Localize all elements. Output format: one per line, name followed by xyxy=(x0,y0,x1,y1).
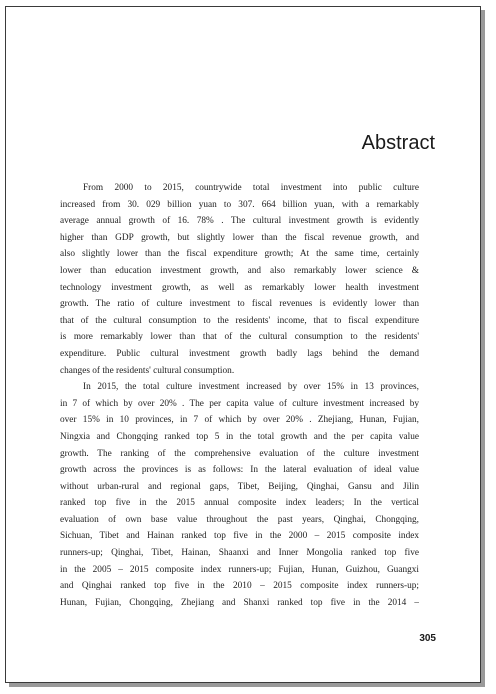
page-number: 305 xyxy=(419,633,436,644)
text-line: higher than GDP growth, but slightly lower than the fiscal revenue growth, and xyxy=(60,232,419,243)
text-line: In 2015, the total culture investment increased by over 15% in 13 provinces, xyxy=(83,382,419,393)
text-line: growth across the provinces is as follows: In the lateral evaluation of ideal value xyxy=(60,465,419,476)
text-line: is more remarkably lower than that of the cultural consumption to the residents' xyxy=(60,332,419,343)
text-line: ranked top five in the 2015 annual composite index leaders; In the vertical xyxy=(60,498,419,509)
text-line: growth. The ratio of culture investment to fiscal revenues is evidently lower than xyxy=(60,299,419,310)
text-line: in 7 of which by over 20% . The per capita value of culture investment increased by xyxy=(60,398,419,409)
paragraph-1 xyxy=(60,180,419,379)
text-line: that of the cultural consumption to the residents' income, that to fiscal expenditure xyxy=(60,315,419,326)
text-line: over 15% in 10 provinces, in 7 of which by over 20% . Zhejiang, Hunan, Fujian, xyxy=(60,415,419,426)
text-line: expenditure. Public cultural investment growth badly lags behind the demand xyxy=(60,348,419,359)
text-line: in the 2005 – 2015 composite index runners-up; Fujian, Hunan, Guizhou, Guangxi xyxy=(60,564,419,575)
text-line: runners-up; Qinghai, Tibet, Hainan, Shaanxi and Inner Mongolia ranked top five xyxy=(60,548,419,559)
text-line: lower than education investment growth, and also remarkably lower science & xyxy=(60,265,419,276)
paragraph-2 xyxy=(60,379,419,611)
text-line: technology investment growth, as well as remarkably lower health investment xyxy=(60,282,419,293)
text-line: evaluation of own base value throughout the past years, Qinghai, Chongqing, xyxy=(60,514,419,525)
text-line: From 2000 to 2015, countrywide total investment into public culture xyxy=(83,183,419,193)
text-line: Hunan, Fujian, Chongqing, Zhejiang and Shanxi ranked top five in the 2014 – xyxy=(60,597,419,608)
text-line: without urban-rural and regional gaps, Tibet, Beijing, Qinghai, Gansu and Jilin xyxy=(60,481,419,492)
abstract-body xyxy=(60,180,419,611)
text-line: changes of the residents' cultural consumption. xyxy=(60,365,235,376)
text-line: Sichuan, Tibet and Hainan ranked top five in the 2000 – 2015 composite index xyxy=(60,531,419,542)
text-line: growth. The ranking of the comprehensive evaluation of the culture investment xyxy=(60,448,419,459)
text-line: also slightly lower than the fiscal expenditure growth; At the same time, certainly xyxy=(60,249,419,260)
text-line: Ningxia and Chongqing ranked top 5 in the total growth and the per capita value xyxy=(60,431,419,442)
page-title: Abstract xyxy=(361,132,435,154)
text-line: increased from 30. 029 billion yuan to 307. 664 billion yuan, with a remarkably xyxy=(60,199,419,210)
text-line: average annual growth of 16. 78% . The cultural investment growth is evidently xyxy=(60,216,419,227)
text-line: and Qinghai ranked top five in the 2010 – 2015 composite index runners-up; xyxy=(60,581,419,592)
